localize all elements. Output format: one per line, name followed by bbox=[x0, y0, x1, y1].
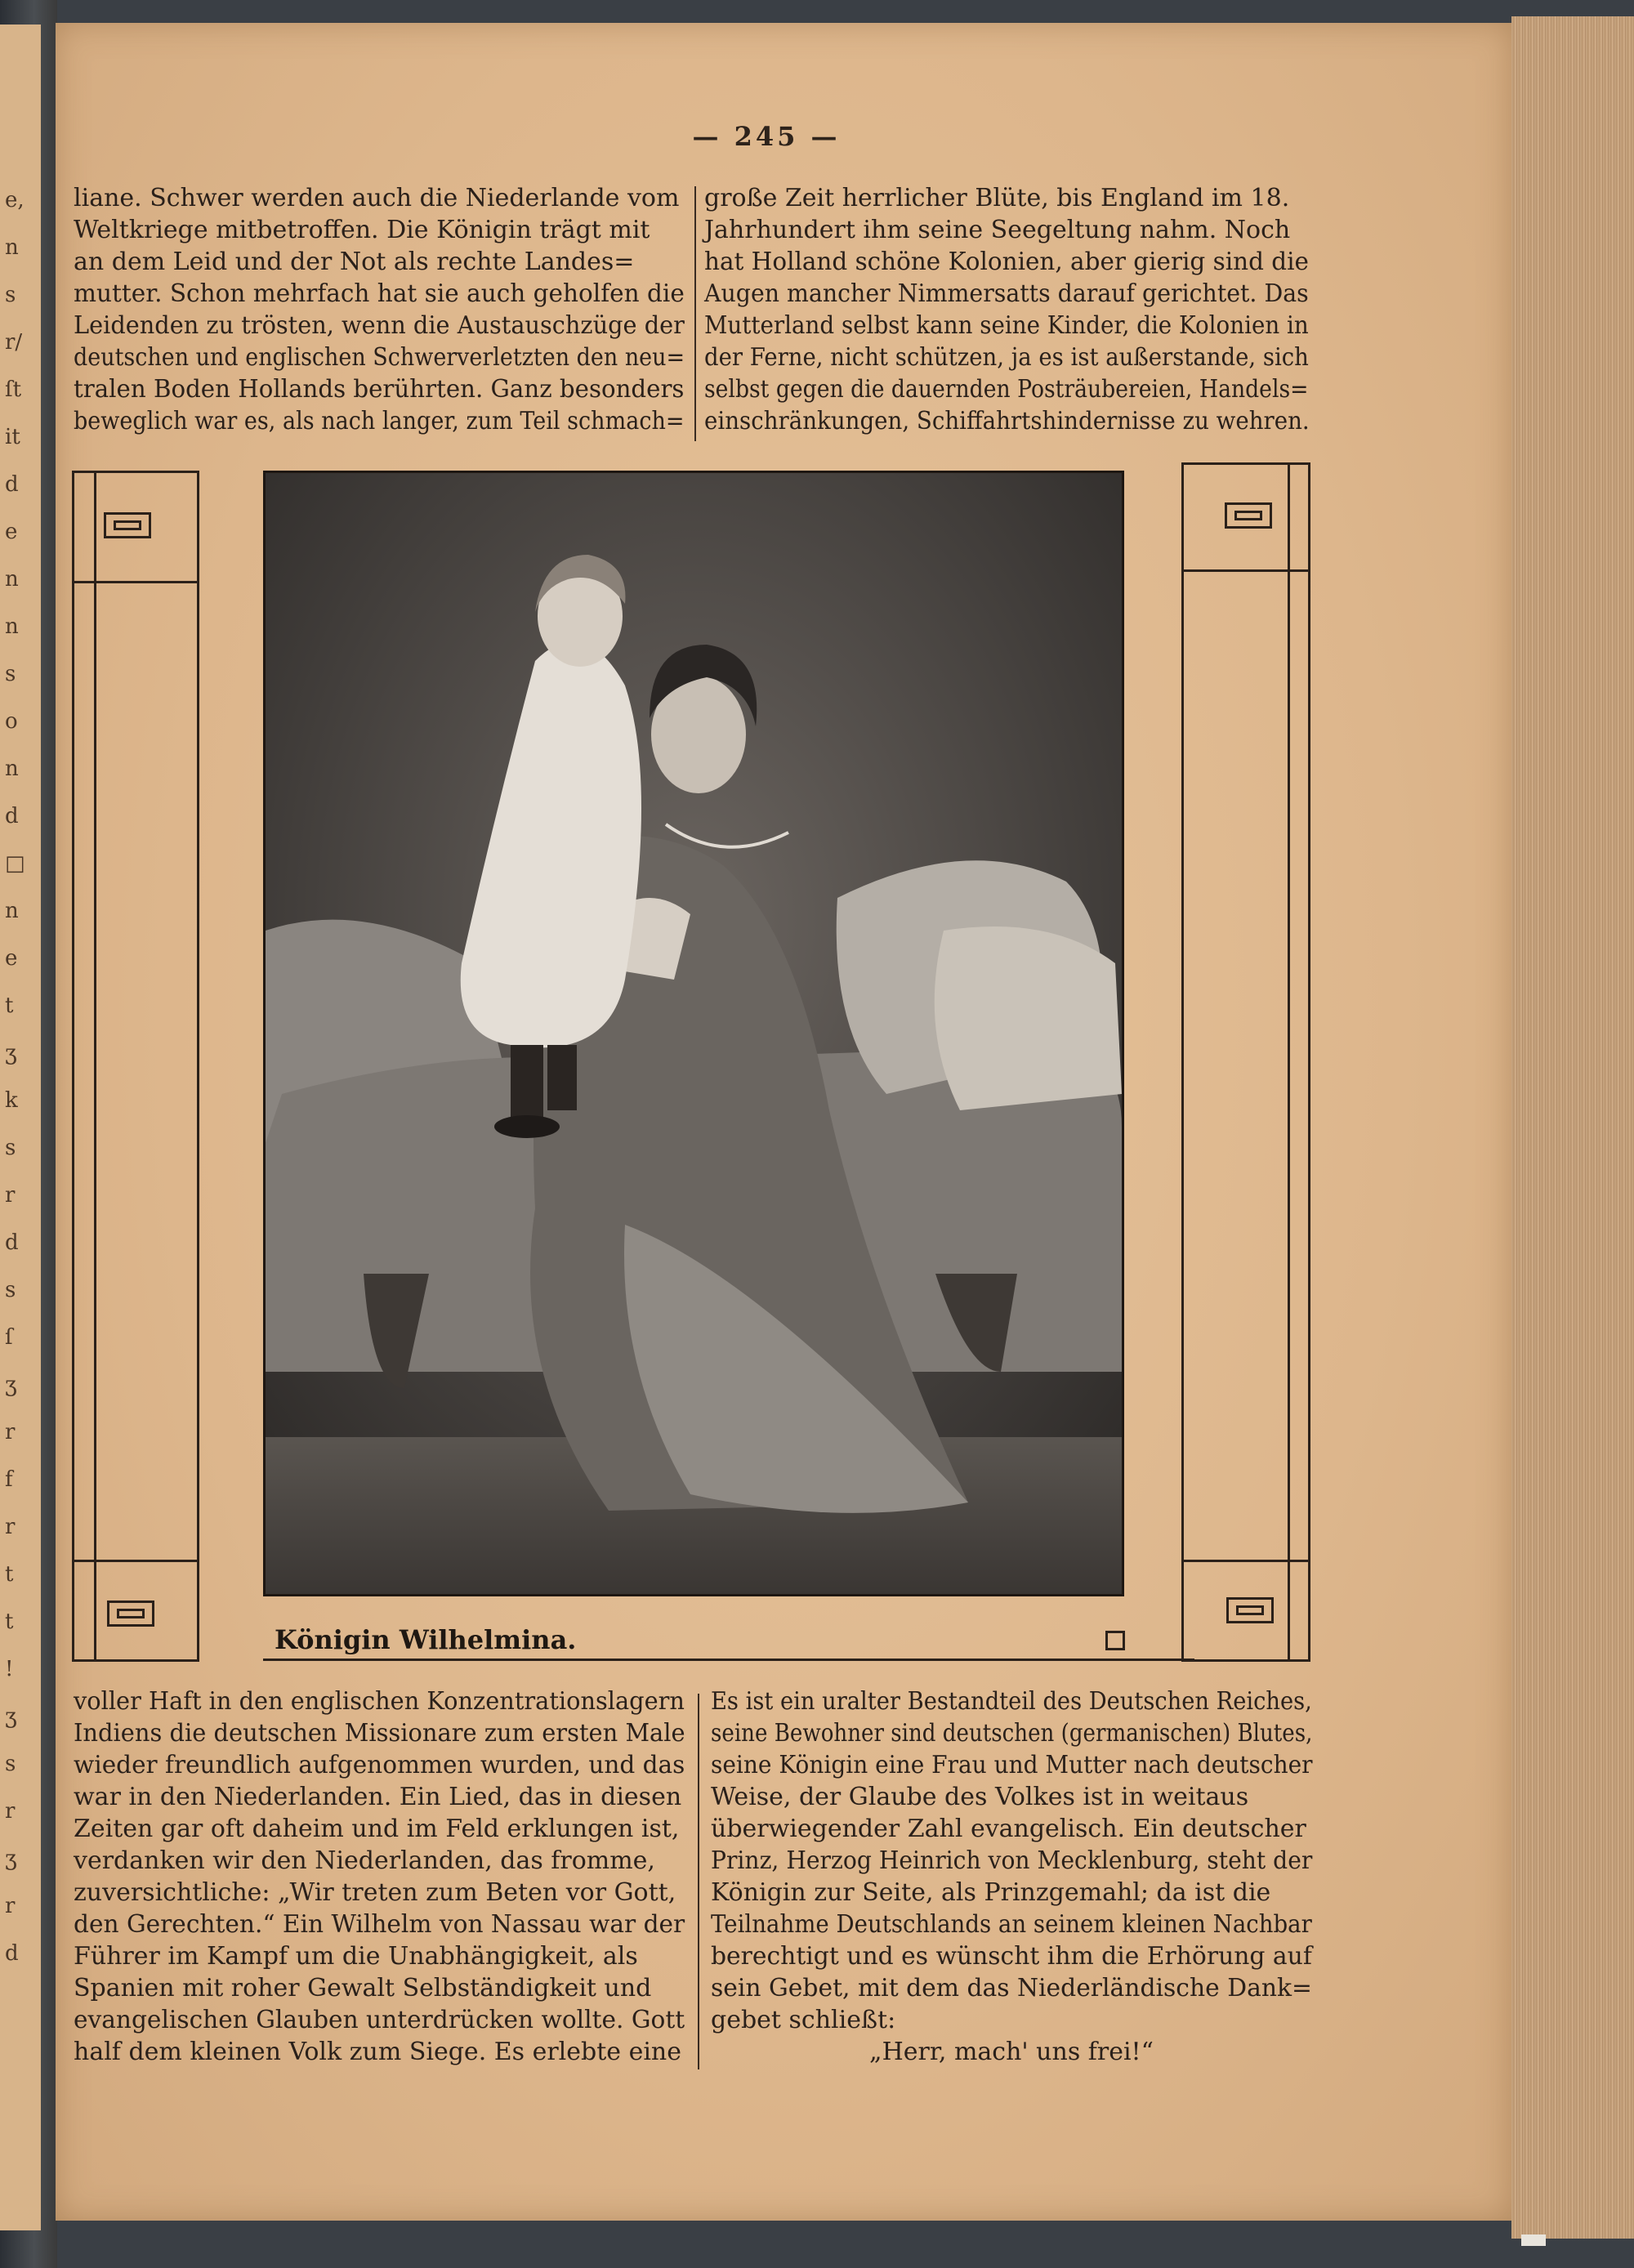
previous-page-fragment: r bbox=[5, 1799, 16, 1824]
previous-page-fragment: ! bbox=[5, 1657, 14, 1681]
previous-page-fragment: t bbox=[5, 1609, 14, 1634]
previous-page-fragment: d bbox=[5, 1941, 19, 1966]
previous-page-fragment: n bbox=[5, 757, 19, 781]
text-line: verdanken wir den Niederlanden, das fromme, bbox=[74, 1846, 655, 1875]
previous-page-fragment: e bbox=[5, 946, 18, 971]
text-line: selbst gegen die dauernden Posträubereien, Handels= bbox=[704, 375, 1309, 404]
previous-page-fragment: f bbox=[5, 1467, 13, 1492]
text-line: Mutterland selbst kann seine Kinder, die Kolonien in bbox=[704, 311, 1309, 340]
text-line: Königin zur Seite, als Prinzgemahl; da ist die bbox=[711, 1878, 1271, 1907]
text-line: zuversichtliche: „Wir treten zum Beten vor Gott, bbox=[74, 1878, 676, 1907]
text-line: seine Bewohner sind deutschen (germanischen) Blutes, bbox=[711, 1719, 1313, 1748]
right-ornament-frame bbox=[1181, 462, 1310, 1662]
text-line: tralen Boden Hollands berührten. Ganz besonders bbox=[74, 375, 685, 404]
ornament-icon bbox=[104, 512, 151, 538]
text-line: überwiegender Zahl evangelisch. Ein deutscher bbox=[711, 1815, 1306, 1843]
text-line: Es ist ein uralter Bestandteil des Deutschen Reiches, bbox=[711, 1687, 1312, 1716]
text-line: deutschen und englischen Schwerverletzten den neu= bbox=[74, 343, 685, 372]
column-rule-bottom bbox=[698, 1694, 699, 2069]
text-line: evangelischen Glauben unterdrücken wollte. Gott bbox=[74, 2006, 685, 2034]
previous-page-fragment: n bbox=[5, 614, 19, 639]
previous-page-fragment: s bbox=[5, 1136, 16, 1160]
halftone-photo bbox=[266, 473, 1122, 1594]
previous-page-fragment: s bbox=[5, 283, 16, 307]
previous-page-fragment: r bbox=[5, 1183, 16, 1208]
text-line: mutter. Schon mehrfach hat sie auch geholfen die bbox=[74, 279, 685, 308]
text-line: der Ferne, nicht schützen, ja es ist außerstande, sich bbox=[704, 343, 1309, 372]
photograph-queen-wilhelmina bbox=[263, 471, 1124, 1596]
text-line: „Herr, mach' uns frei!“ bbox=[869, 2038, 1154, 2066]
column-rule-top bbox=[694, 186, 696, 441]
text-line: Teilnahme Deutschlands an seinem kleinen Nachbar bbox=[711, 1910, 1312, 1939]
previous-page-fragment: ʒ bbox=[5, 1846, 17, 1871]
text-line: Spanien mit roher Gewalt Selbständigkeit und bbox=[74, 1974, 652, 2002]
previous-page-fragment: s bbox=[5, 662, 16, 686]
text-line: Augen mancher Nimmersatts darauf gerichtet. Das bbox=[704, 279, 1309, 308]
text-line: Jahrhundert ihm seine Seegeltung nahm. Noch bbox=[704, 216, 1291, 244]
text-line: einschränkungen, Schiffahrtshindernisse zu wehren. bbox=[704, 407, 1310, 435]
text-column-top-left bbox=[74, 182, 685, 437]
previous-page-edge bbox=[0, 25, 41, 2230]
text-line: Weise, der Glaube des Volkes ist in weitaus bbox=[711, 1783, 1249, 1811]
previous-page-fragment: ʒ bbox=[5, 1373, 17, 1397]
text-line: große Zeit herrlicher Blüte, bis England im 18. bbox=[704, 184, 1290, 212]
left-ornament-frame bbox=[72, 471, 199, 1662]
previous-page-fragment: s bbox=[5, 1752, 16, 1776]
text-line: liane. Schwer werden auch die Niederlande vom bbox=[74, 184, 680, 212]
previous-page-fragment: ʒ bbox=[5, 1704, 17, 1729]
page-tab bbox=[1521, 2235, 1546, 2246]
previous-page-fragment: ſt bbox=[5, 377, 22, 402]
caption-box-ornament bbox=[1105, 1631, 1125, 1650]
text-line: berechtigt und es wünscht ihm die Erhörung auf bbox=[711, 1942, 1312, 1971]
text-line: war in den Niederlanden. Ein Lied, das in diesen bbox=[74, 1783, 682, 1811]
text-line: Führer im Kampf um die Unabhängigkeit, als bbox=[74, 1942, 638, 1971]
previous-page-fragment: e bbox=[5, 520, 18, 544]
text-line: half dem kleinen Volk zum Siege. Es erlebte eine bbox=[74, 2038, 682, 2066]
caption-rule bbox=[263, 1659, 1194, 1661]
previous-page-fragment: k bbox=[5, 1088, 18, 1113]
page-number: — 245 — bbox=[692, 121, 841, 152]
text-line: hat Holland schöne Kolonien, aber gierig sind die bbox=[704, 248, 1309, 276]
text-line: seine Königin eine Frau und Mutter nach deutscher bbox=[711, 1751, 1313, 1779]
previous-page-fragment: e, bbox=[5, 188, 25, 212]
previous-page-fragment: o bbox=[5, 709, 18, 734]
book-page bbox=[56, 23, 1511, 2221]
text-line: Prinz, Herzog Heinrich von Mecklenburg, steht der bbox=[711, 1846, 1313, 1875]
text-column-bottom-left bbox=[74, 1685, 685, 2068]
previous-page-fragment: t bbox=[5, 993, 14, 1018]
text-line: gebet schließt: bbox=[711, 2006, 896, 2034]
text-line: Indiens die deutschen Missionare zum ersten Male bbox=[74, 1719, 685, 1748]
previous-page-fragment: □ bbox=[5, 851, 25, 876]
text-line: voller Haft in den englischen Konzentrationslagern bbox=[74, 1687, 685, 1716]
previous-page-fragment: s bbox=[5, 1278, 16, 1302]
previous-page-fragment: t bbox=[5, 1562, 14, 1587]
previous-page-fragment: d bbox=[5, 472, 19, 497]
text-line: Leidenden zu trösten, wenn die Austauschzüge der bbox=[74, 311, 685, 340]
figure-caption: Königin Wilhelmina. bbox=[275, 1624, 577, 1655]
previous-page-fragment: n bbox=[5, 567, 19, 592]
ornament-icon bbox=[107, 1601, 154, 1627]
previous-page-fragment: n bbox=[5, 235, 19, 260]
text-line: wieder freundlich aufgenommen wurden, und das bbox=[74, 1751, 685, 1779]
text-column-top-right bbox=[704, 182, 1309, 437]
text-line: an dem Leid und der Not als rechte Landes= bbox=[74, 248, 635, 276]
ornament-icon bbox=[1225, 502, 1272, 529]
previous-page-fragment: ſ bbox=[5, 1325, 13, 1350]
previous-page-fragment: r bbox=[5, 1894, 16, 1918]
previous-page-fragment: ʒ bbox=[5, 1041, 17, 1065]
text-line: Weltkriege mitbetroffen. Die Königin trägt mit bbox=[74, 216, 650, 244]
text-line: sein Gebet, mit dem das Niederländische Dank= bbox=[711, 1974, 1312, 2002]
page-edges bbox=[1511, 16, 1634, 2239]
previous-page-fragment: r bbox=[5, 1420, 16, 1444]
text-line: den Gerechten.“ Ein Wilhelm von Nassau war der bbox=[74, 1910, 685, 1939]
previous-page-fragment: r/ bbox=[5, 330, 23, 355]
text-line: Zeiten gar oft daheim und im Feld erklungen ist, bbox=[74, 1815, 680, 1843]
ornament-icon bbox=[1226, 1597, 1274, 1623]
previous-page-fragment: d bbox=[5, 804, 19, 828]
previous-page-fragment: r bbox=[5, 1515, 16, 1539]
text-column-bottom-right bbox=[711, 1685, 1312, 2068]
previous-page-fragment: n bbox=[5, 899, 19, 923]
previous-page-fragment: it bbox=[5, 425, 20, 449]
text-line: beweglich war es, als nach langer, zum Teil schmach= bbox=[74, 407, 685, 435]
previous-page-fragment: d bbox=[5, 1230, 19, 1255]
